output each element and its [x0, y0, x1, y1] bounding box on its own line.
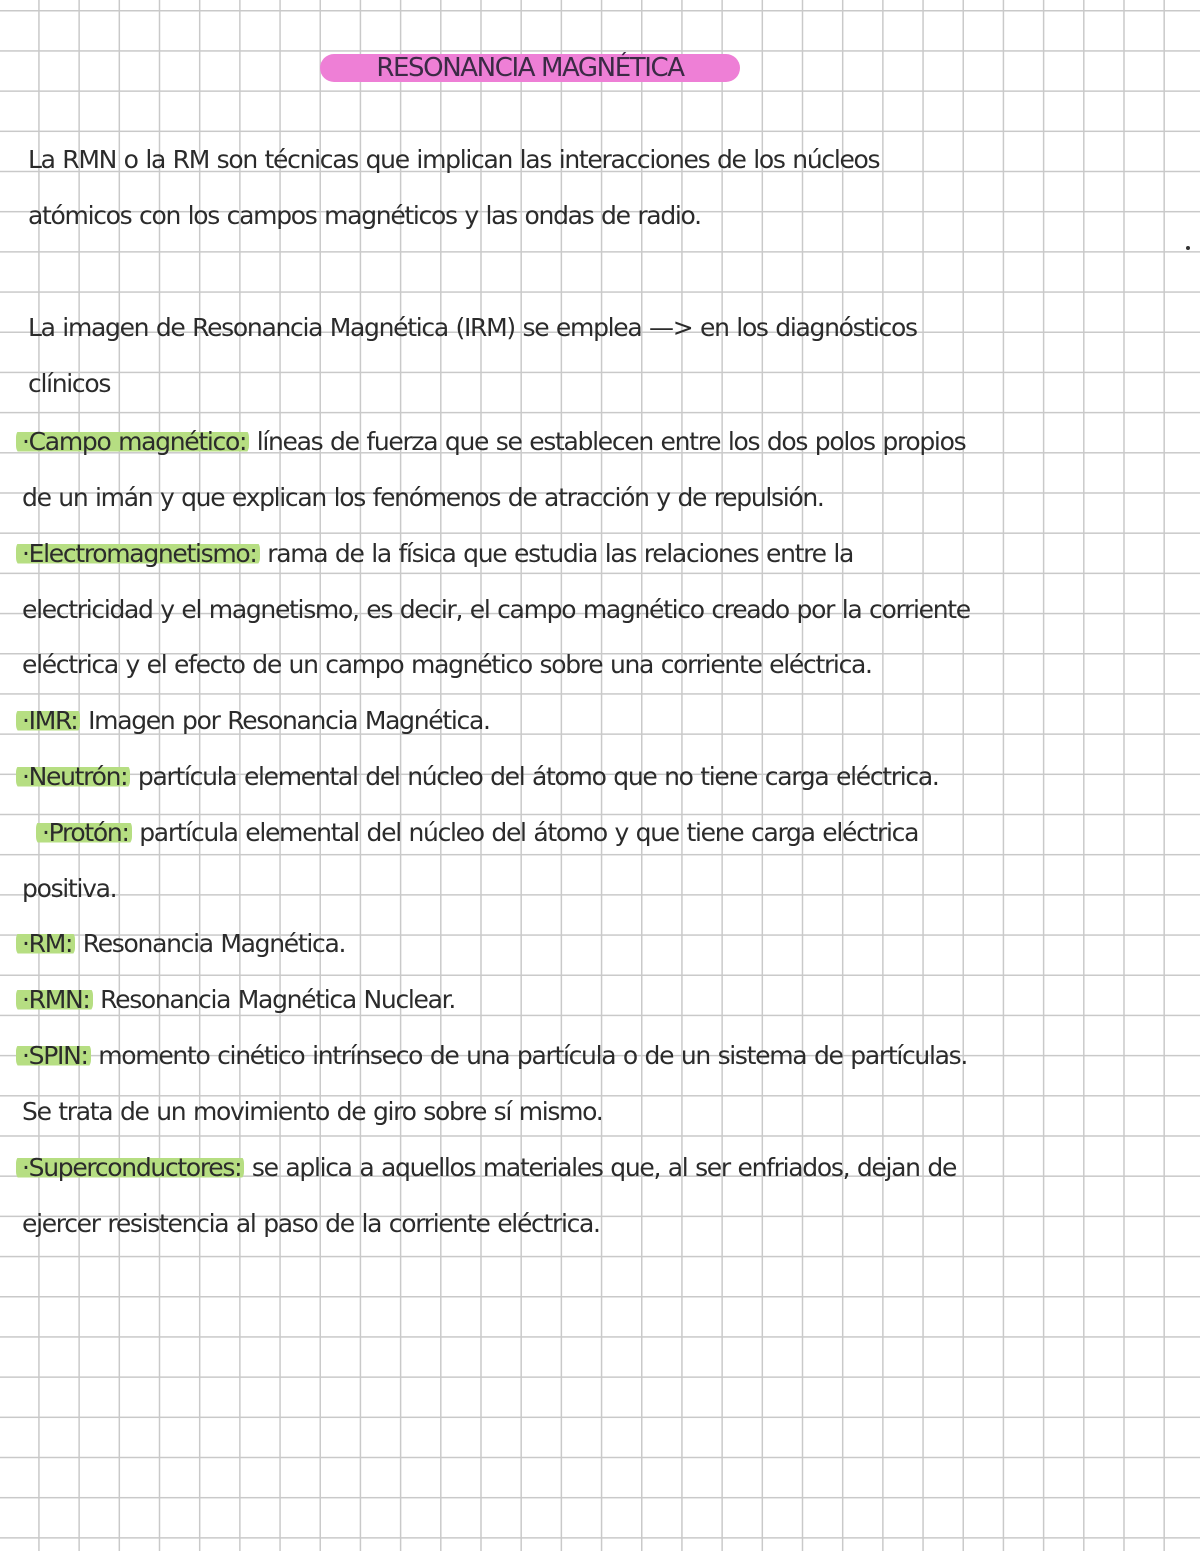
definition-text: Imagen por Resonancia Magnética. [80, 706, 490, 735]
definition-continuation: electricidad y el magnetismo, es decir, el campo magnético creado por la corriente [22, 595, 970, 624]
usage-line-1: La imagen de Resonancia Magnética (IRM) se emplea —> en los diagnósticos [28, 313, 917, 342]
title-block [320, 50, 740, 86]
definition-text: partícula elemental del núcleo del átomo que no tiene carga eléctrica. [130, 762, 939, 791]
definition-continuation: eléctrica y el efecto de un campo magnético sobre una corriente eléctrica. [22, 650, 872, 679]
intro-line-1: La RMN o la RM son técnicas que implican las interacciones de los núcleos [28, 145, 880, 174]
definition-text: partícula elemental del núcleo del átomo y que tiene carga eléctrica [131, 818, 919, 847]
definition-rm [22, 926, 345, 962]
definition-proton [42, 815, 918, 851]
term-proton: ·Protón: [36, 818, 132, 847]
definition-text: rama de la física que estudia las relaciones entre la [259, 539, 853, 568]
term-campo-magnetico: ·Campo magnético: [16, 427, 249, 456]
page-title: RESONANCIA MAGNÉTICA [376, 53, 684, 83]
definition-imr [22, 703, 490, 739]
definition-rmn [22, 982, 455, 1018]
term-spin: ·SPIN: [16, 1041, 91, 1070]
term-rmn: ·RMN: [16, 985, 93, 1014]
definition-spin [22, 1038, 967, 1074]
definition-superconductores [22, 1150, 956, 1186]
definition-text: Resonancia Magnética. [75, 929, 346, 958]
definition-continuation: positiva. [22, 874, 117, 903]
definition-campo-magnetico [22, 424, 965, 460]
term-neutron: ·Neutrón: [16, 762, 130, 791]
definition-neutron [22, 759, 939, 795]
definition-text: líneas de fuerza que se establecen entre los dos polos propios [249, 427, 966, 456]
definition-text: se aplica a aquellos materiales que, al ser enfriados, dejan de [244, 1153, 957, 1182]
definition-continuation: Se trata de un movimiento de giro sobre sí mismo. [22, 1097, 603, 1126]
definition-electromagnetismo [22, 536, 853, 572]
definition-text: Resonancia Magnética Nuclear. [92, 985, 455, 1014]
term-rm: ·RM: [16, 929, 75, 958]
intro-line-2: atómicos con los campos magnéticos y las ondas de radio. [28, 201, 701, 230]
term-imr: ·IMR: [16, 706, 80, 735]
definition-text: momento cinético intrínseco de una partícula o de un sistema de partículas. [90, 1041, 968, 1070]
ink-dot [1186, 246, 1190, 250]
usage-line-2: clínicos [28, 369, 111, 398]
definition-continuation: ejercer resistencia al paso de la corriente eléctrica. [22, 1209, 600, 1238]
term-electromagnetismo: ·Electromagnetismo: [16, 539, 260, 568]
definition-continuation: de un imán y que explican los fenómenos de atracción y de repulsión. [22, 483, 824, 512]
term-superconductores: ·Superconductores: [16, 1153, 244, 1182]
